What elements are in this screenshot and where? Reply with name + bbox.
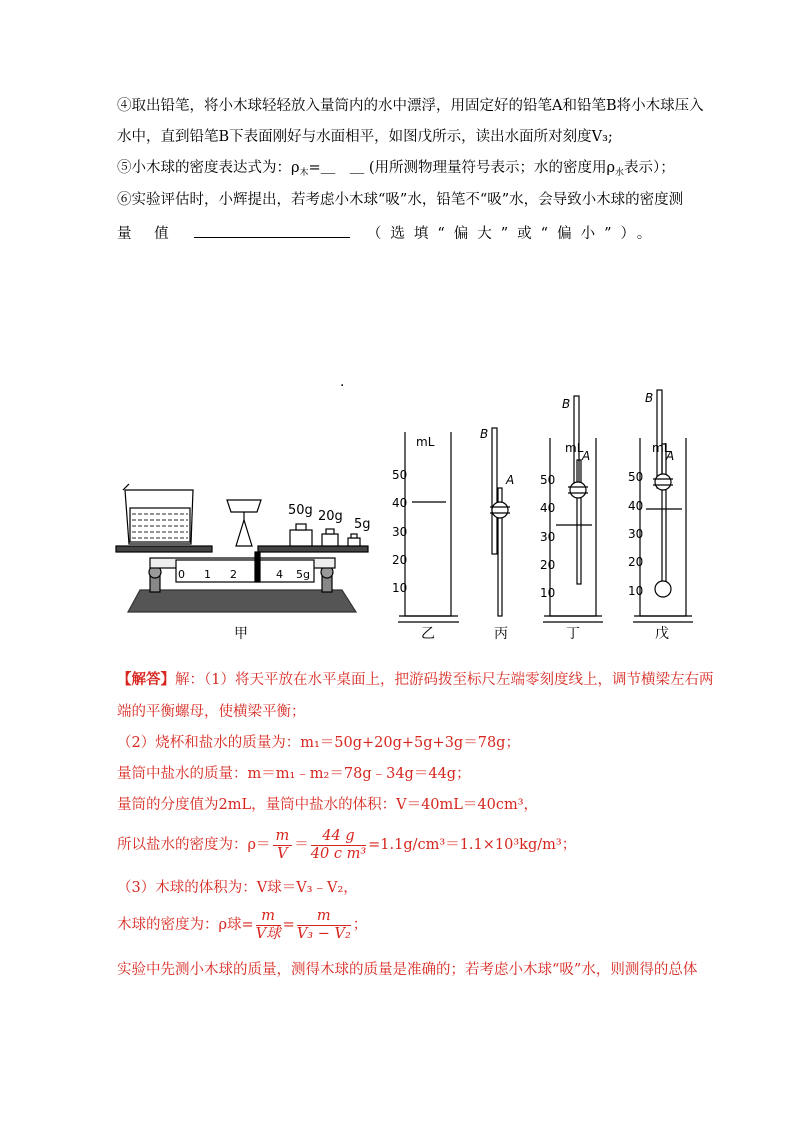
answer-p1b: 端的平衡螺母，使横梁平衡； <box>117 704 306 720</box>
yi-tick-50: 50 <box>392 468 408 482</box>
step5-eq: =＿ ＿ <box>308 160 365 176</box>
weight-label-20g: 20g <box>318 509 343 524</box>
scale-tick-1: 1 <box>204 568 211 581</box>
p5-frac2-den: 40 c m³ <box>310 845 367 862</box>
step4-line1: ④取出铅笔，将小木球轻轻放入量筒内的水中漂浮，用固定好的铅笔A和铅笔B将小木球压入 <box>117 98 704 114</box>
ding-unit: mL <box>565 441 584 455</box>
yi-tick-30: 30 <box>392 525 408 539</box>
p5-frac1 <box>273 828 293 863</box>
cylinder-wu-ticks <box>628 391 674 598</box>
caption-jia: 甲 <box>234 626 248 642</box>
p5-frac1-den: V <box>277 845 288 862</box>
answer-p8: 实验中先测小木球的质量，测得木球的质量是准确的；若考虑小木球“吸”水，则测得的总体 <box>117 962 698 978</box>
cylinder-yi-ticks <box>392 435 435 595</box>
p7-frac1-den: V球 <box>255 925 281 942</box>
scale-tick-5: 5g <box>296 568 310 581</box>
step6-line1: ⑥实验评估时，小辉提出，若考虑小木球“吸”水，铅笔不“吸”水，会导致小木球的密度测 <box>117 192 684 208</box>
figure-captions <box>234 626 669 642</box>
wu-label-b: B <box>645 391 654 405</box>
p7-frac1-num: m <box>256 908 281 926</box>
step6-prefix: 量 值 <box>117 226 178 242</box>
ding-tick-40: 40 <box>540 501 556 515</box>
wu-tick-30: 30 <box>628 527 644 541</box>
wu-label-a: A <box>666 449 675 463</box>
wu-tick-20: 20 <box>628 555 644 569</box>
answer-p2: （2）烧杯和盐水的质量为：m₁＝50g+20g+5g+3g＝78g； <box>117 735 520 751</box>
wu-tick-40: 40 <box>628 499 644 513</box>
wu-unit: mL <box>652 441 671 455</box>
p5-prefix: 所以盐水的密度为：ρ＝ <box>117 837 271 853</box>
caption-bing: 丙 <box>494 626 508 642</box>
p7-frac2 <box>297 908 351 943</box>
answer-p5: 所以盐水的密度为：ρ＝ $\frac{m}{V}$ ＝ $\frac{44 g}{\text{40 c m³}}$ =1.1g/cm³＝1.1×10³kg/m³； <box>117 827 577 862</box>
answer-p1a-text: 解：（1）将天平放在水平桌面上，把游码拨至标尺左端零刻度线上，调节横梁左右两 <box>175 672 714 688</box>
p5-frac2 <box>311 828 366 863</box>
step4-line2: 水中，直到铅笔B下表面刚好与水面相平，如图戊所示，读出水面所对刻度V₃; <box>117 129 613 145</box>
step6-suffix: （选填“偏大”或“偏小”）。 <box>366 226 661 242</box>
p7-prefix: 木球的密度为：ρ球= <box>117 917 254 933</box>
ding-tick-10: 10 <box>540 586 556 600</box>
step5-end: 表示）； <box>624 160 675 176</box>
scale-tick-0: 0 <box>178 568 185 581</box>
scale-tick-3: 3 <box>254 568 261 581</box>
answer-p4: 量筒的分度值为2mL，量筒中盐水的体积：V＝40mL＝40cm³， <box>117 797 539 813</box>
cylinder-ding-ticks <box>540 397 590 600</box>
p7-suffix: ； <box>352 917 368 933</box>
pencils-bing <box>490 428 510 616</box>
ding-tick-20: 20 <box>540 558 556 572</box>
ding-tick-50: 50 <box>540 473 556 487</box>
answer-p7: 木球的密度为：ρ球= $\frac{m}{\text{V球}}$ = $\frac{m}{\text{V₃ − V₂}}$ ； <box>117 907 368 942</box>
wu-tick-50: 50 <box>628 470 644 484</box>
answer-p3: 量筒中盐水的质量：m＝m₁﹣m₂＝78g﹣34g＝44g； <box>117 766 471 782</box>
p5-suffix: =1.1g/cm³＝1.1×10³kg/m³； <box>368 837 577 853</box>
ding-label-a: A <box>582 449 591 463</box>
bing-label-b: B <box>480 427 489 441</box>
yi-unit: mL <box>416 435 435 449</box>
balance <box>116 484 368 612</box>
step5-sub2: 水 <box>615 168 625 178</box>
weight-label-5g: 5g <box>354 517 371 532</box>
yi-tick-10: 10 <box>392 581 408 595</box>
yi-tick-40: 40 <box>392 496 408 510</box>
p7-frac2-num: m <box>297 908 351 926</box>
step5-prefix: ⑤小木球的密度表达式为：ρ <box>117 160 300 176</box>
p7-frac1 <box>256 908 281 943</box>
p7-frac2-den: V₃ − V₂ <box>296 925 351 942</box>
weight-label-50g: 50g <box>288 503 313 518</box>
ding-label-b: B <box>562 397 571 411</box>
answer-p1a <box>117 670 713 690</box>
step5-sub: 木 <box>299 168 309 178</box>
caption-wu: 戊 <box>655 626 669 642</box>
figure-dot: . <box>340 374 345 390</box>
wu-tick-10: 10 <box>628 584 644 598</box>
ding-tick-30: 30 <box>540 530 556 544</box>
scale-tick-4: 4 <box>276 568 283 581</box>
caption-ding: 丁 <box>566 626 580 642</box>
answer-tag: 【解答】 <box>117 671 175 688</box>
caption-yi: 乙 <box>421 626 435 642</box>
yi-tick-20: 20 <box>392 553 408 567</box>
answer-p6: （3）木球的体积为：V球＝V₃﹣V₂， <box>117 880 358 896</box>
p5-frac1-num: m <box>273 828 293 846</box>
scale-tick-2: 2 <box>230 568 237 581</box>
bing-label-a: A <box>506 473 515 487</box>
step5-suffix: (用所测物理量符号表示；水的密度用ρ <box>368 160 615 176</box>
p5-frac2-num: 44 g <box>311 828 366 846</box>
